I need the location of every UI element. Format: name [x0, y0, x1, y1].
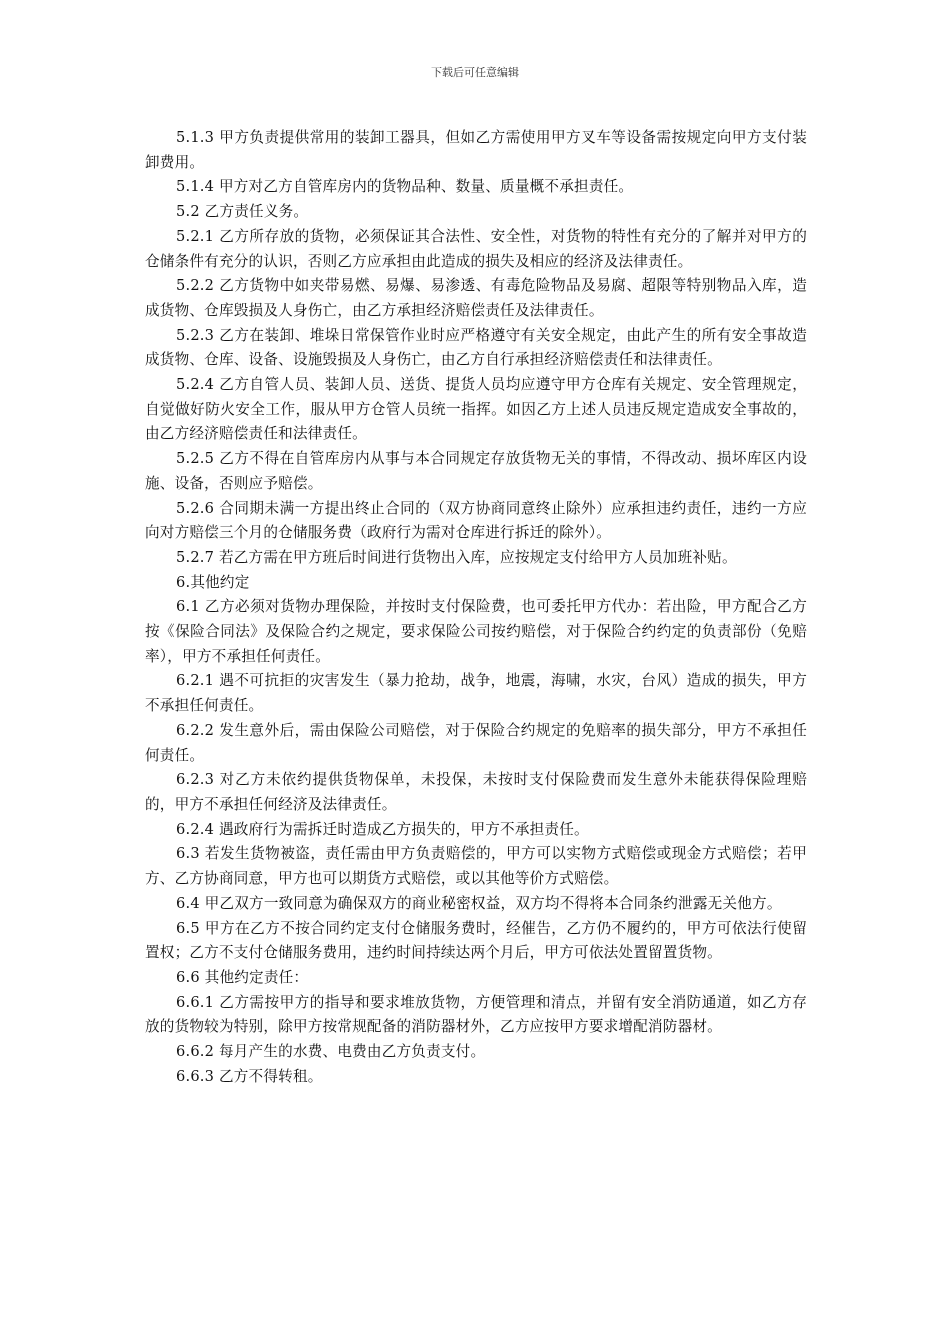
clause-6-3: 6.3 若发生货物被盗，责任需由甲方负责赔偿的，甲方可以实物方式赔偿或现金方式赔偿；若甲方、乙方协商同意，甲方也可以期货方式赔偿，或以其他等价方式赔偿。: [145, 845, 807, 888]
clause-5-2-5: 5.2.5 乙方不得在自管库房内从事与本合同规定存放货物无关的事情，不得改动、损坏库区内设施、设备，否则应予赔偿。: [145, 450, 807, 492]
clause-5-2-7: 5.2.7 若乙方需在甲方班后时间进行货物出入库，应按规定支付给甲方人员加班补贴。: [176, 548, 737, 566]
document-body: [145, 126, 807, 1089]
clause-5-1-4: 5.1.4 甲方对乙方自管库房内的货物品种、数量、质量概不承担责任。: [176, 178, 634, 196]
clause-5-2-4: 5.2.4 乙方自管人员、装卸人员、送货、提货人员均应遵守甲方仓库有关规定、安全管理规定，自觉做好防火安全工作，服从甲方仓管人员统一指挥。如因乙方上述人员违反规定造成安全事故的，由乙方经济赔偿责任和法律责任。: [145, 376, 807, 443]
clause-6-4: 6.4 甲乙双方一致同意为确保双方的商业秘密权益，双方均不得将本合同条约泄露无关他方。: [176, 894, 782, 912]
clause-5-2-heading: 5.2 乙方责任义务。: [176, 203, 309, 221]
clause-6-2-1: 6.2.1 遇不可抗拒的灾害发生（暴力抢劫，战争，地震，海啸，水灾，台风）造成的损失，甲方不承担任何责任。: [145, 672, 807, 715]
clause-5-1-3: 5.1.3 甲方负责提供常用的装卸工器具，但如乙方需使用甲方叉车等设备需按规定向甲方支付装卸费用。: [145, 129, 807, 171]
clause-6-1: 6.1 乙方必须对货物办理保险，并按时支付保险费，也可委托甲方代办：若出险，甲方配合乙方按《保险合同法》及保险合约之规定，要求保险公司按约赔偿，对于保险合约约定的负责部份（免赔率），甲方不承担任何责任。: [145, 598, 807, 665]
clause-5-2-3: 5.2.3 乙方在装卸、堆垛日常保管作业时应严格遵守有关安全规定，由此产生的所有安全事故造成货物、仓库、设备、设施毁损及人身伤亡，由乙方自行承担经济赔偿责任和法律责任。: [145, 326, 807, 369]
clause-6-5: 6.5 甲方在乙方不按合同约定支付仓储服务费时，经催告，乙方仍不履约的，甲方可依法行使留置权；乙方不支付仓储服务费用，违约时间持续达两个月后，甲方可依法处置留置货物。: [145, 919, 807, 962]
clause-5-2-2: 5.2.2 乙方货物中如夹带易燃、易爆、易渗透、有毒危险物品及易腐、超限等特别物品入库，造成货物、仓库毁损及人身伤亡，由乙方承担经济赔偿责任及法律责任。: [145, 277, 807, 319]
clause-6-6-3: 6.6.3 乙方不得转租。: [176, 1067, 323, 1085]
clause-6-2-4: 6.2.4 遇政府行为需拆迁时造成乙方损失的，甲方不承担责任。: [176, 820, 589, 838]
section-6-heading: 6.其他约定: [176, 573, 250, 591]
clause-6-6-1: 6.6.1 乙方需按甲方的指导和要求堆放货物，方便管理和清点，并留有安全消防通道，如乙方存放的货物较为特别，除甲方按常规配备的消防器材外，乙方应按甲方要求增配消防器材。: [145, 993, 807, 1036]
clause-6-2-3: 6.2.3 对乙方未依约提供货物保单，未投保，未按时支付保险费而发生意外未能获得保险理赔的，甲方不承担任何经济及法律责任。: [145, 771, 807, 813]
clause-5-2-1: 5.2.1 乙方所存放的货物，必须保证其合法性、安全性，对货物的特性有充分的了解并对甲方的仓储条件有充分的认识，否则乙方应承担由此造成的损失及相应的经济及法律责任。: [145, 227, 807, 270]
clause-6-6-heading: 6.6 其他约定责任：: [176, 968, 309, 986]
clause-6-2-2: 6.2.2 发生意外后，需由保险公司赔偿，对于保险合约规定的免赔率的损失部分，甲方不承担任何责任。: [145, 721, 807, 764]
clause-5-2-6: 5.2.6 合同期未满一方提出终止合同的（双方协商同意终止除外）应承担违约责任，违约一方应向对方赔偿三个月的仓储服务费（政府行为需对仓库进行拆迁的除外）。: [145, 499, 807, 542]
clause-6-6-2: 6.6.2 每月产生的水费、电费由乙方负责支付。: [176, 1043, 486, 1061]
page-header: 下载后可任意编辑: [431, 66, 519, 79]
